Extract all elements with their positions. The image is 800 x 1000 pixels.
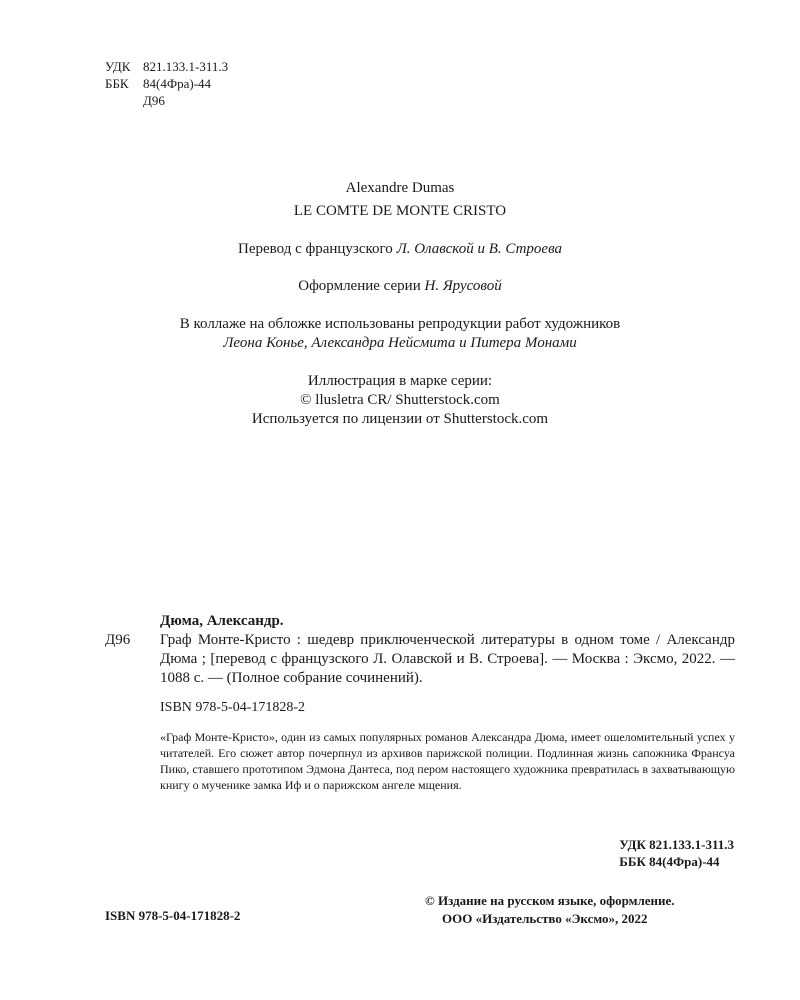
- artists-line: [0, 335, 800, 352]
- footer-bbk: ББК 84(4Фра)-44: [619, 854, 720, 869]
- collage-line: В коллаже на обложке использованы репродукции работ художников: [179, 316, 621, 332]
- illustration-line-2: © llusletra CR/ Shutterstock.com: [300, 392, 500, 408]
- annotation: «Граф Монте-Кристо», один из самых популярных романов Александра Дюма, имеет ошеломительный успех у читателей. Его сюжет автор почерпнул из архивов парижской полиции. Подлинная жизнь сапожника Франсуа Пико, ставшего прототипом Эдмона Дантеса, под пером настоящего художника превратилась в захватывающую книгу о мученике замка Иф и о парижском ангеле мщения.: [160, 730, 735, 792]
- author-heading: Дюма, Александр.: [160, 613, 284, 629]
- copyright-line-1: © Издание на русском языке, оформление.: [425, 893, 675, 908]
- translation-credit: [0, 241, 800, 258]
- bbk-label: ББК: [105, 76, 129, 91]
- illustration-line-3: Используется по лицензии от Shutterstock.com: [251, 411, 549, 427]
- classification-block: [105, 58, 228, 109]
- translators: Л. Олавской и В. Строева: [396, 241, 562, 257]
- bibliographic-record: [105, 612, 735, 793]
- designer: Н. Ярусовой: [424, 278, 502, 294]
- udk-row: [105, 58, 228, 75]
- design-prefix: Оформление серии: [298, 278, 421, 294]
- copyright-line-2: ООО «Издательство «Эксмо», 2022: [442, 911, 648, 926]
- footer-isbn: ISBN 978-5-04-171828-2: [105, 908, 241, 923]
- illustration-line-1: Иллюстрация в марке серии:: [307, 373, 493, 389]
- copyright-block: [425, 892, 675, 928]
- original-title: LE COMTE DE MONTE CRISTO: [293, 203, 507, 219]
- design-credit: [0, 278, 800, 295]
- artists: Леона Конье, Александра Нейсмита и Питера Монами: [223, 335, 577, 351]
- udk-value: 821.133.1-311.3: [143, 59, 229, 74]
- entry-code: Д96: [105, 632, 131, 648]
- entry-isbn: ISBN 978-5-04-171828-2: [160, 700, 306, 715]
- bbk-value: 84(4Фра)-44: [143, 76, 212, 91]
- udk-label: УДК: [105, 59, 131, 74]
- footer-udk: УДК 821.133.1-311.3: [619, 837, 734, 852]
- author-mark: Д96: [143, 93, 165, 108]
- entry-description: Граф Монте-Кристо : шедевр приключенческой литературы в одном томе / Александр Дюма ; [перевод с французского Л. Олавской и В. Строева]. — Москва : Эксмо, 2022. — 1088 с. — (Полное собрание сочинений).: [160, 632, 735, 686]
- translation-prefix: Перевод с французского: [238, 241, 393, 257]
- footer-codes: [619, 836, 734, 870]
- bibliographic-entry: [105, 631, 735, 688]
- original-author: Alexandre Dumas: [345, 180, 455, 196]
- bbk-row: [105, 75, 228, 92]
